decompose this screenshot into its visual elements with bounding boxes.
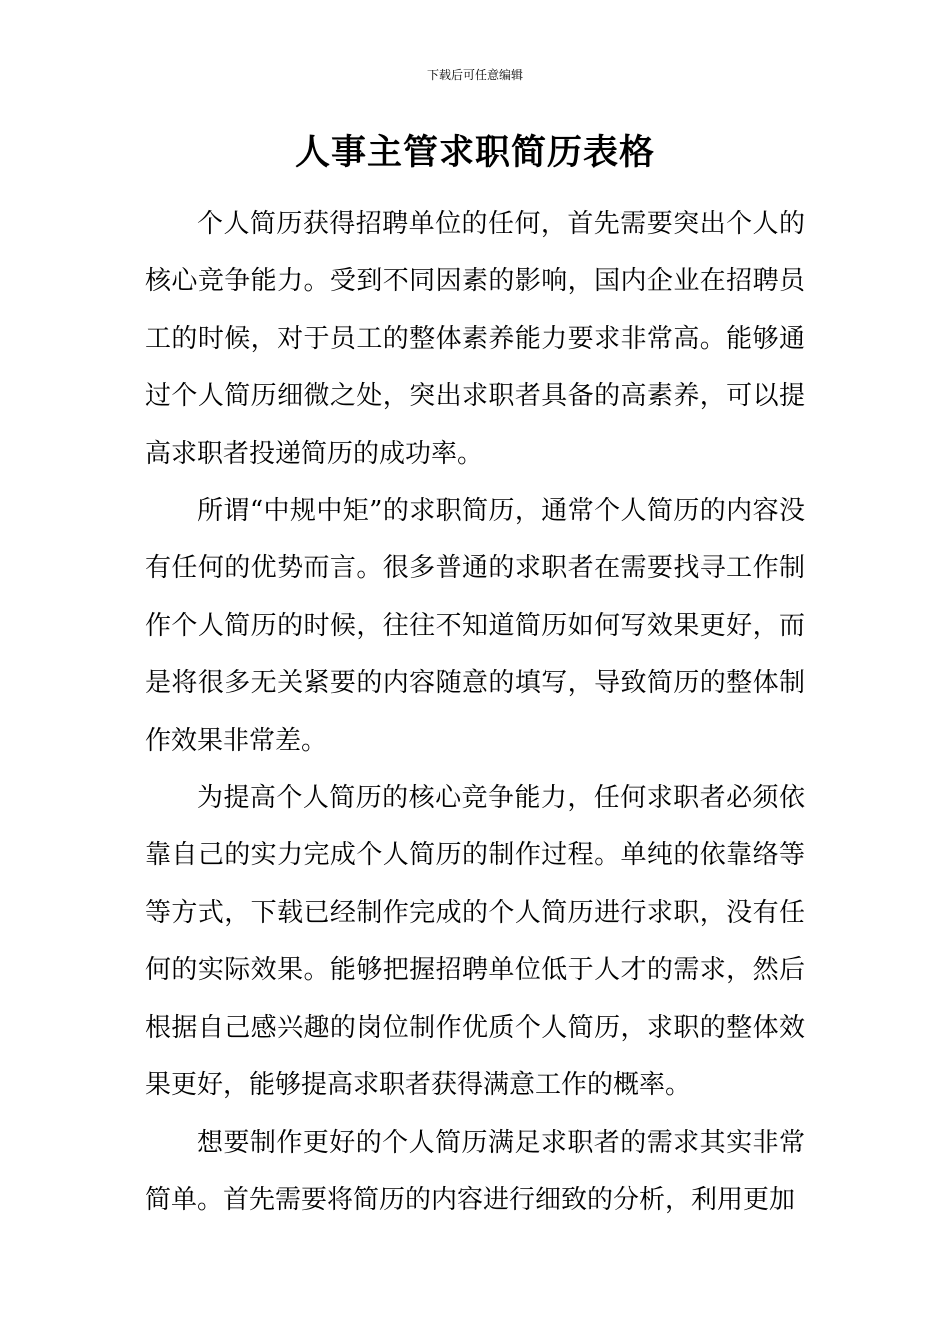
document-body [145,196,805,1229]
header-note: 下载后可任意编辑 [426,68,523,82]
paragraph-1: 个人简历获得招聘单位的任何，首先需要突出个人的核心竞争能力。受到不同因素的影响，国内企业在招聘员工的时候，对于员工的整体素养能力要求非常高。能够通过个人简历细微之处，突出求职者具备的高素养，可以提高求职者投递简历的成功率。 [145,209,805,469]
document-title: 人事主管求职简历表格 [294,132,655,173]
paragraph-4: 想要制作更好的个人简历满足求职者的需求其实非常简单。首先需要将简历的内容进行细致的分析，利用更加 [145,1127,805,1215]
paragraph-2: 所谓“中规中矩”的求职简历，通常个人简历的内容没有任何的优势而言。很多普通的求职者在需要找寻工作制作个人简历的时候，往往不知道简历如何写效果更好，而是将很多无关紧要的内容随意的填写，导致简历的整体制作效果非常差。 [145,496,805,756]
paragraph-3: 为提高个人简历的核心竞争能力，任何求职者必须依靠自己的实力完成个人简历的制作过程。单纯的依靠络等等方式，下载已经制作完成的个人简历进行求职，没有任何的实际效果。能够把握招聘单位低于人才的需求，然后根据自己感兴趣的岗位制作优质个人简历，求职的整体效果更好，能够提高求职者获得满意工作的概率。 [145,783,805,1101]
